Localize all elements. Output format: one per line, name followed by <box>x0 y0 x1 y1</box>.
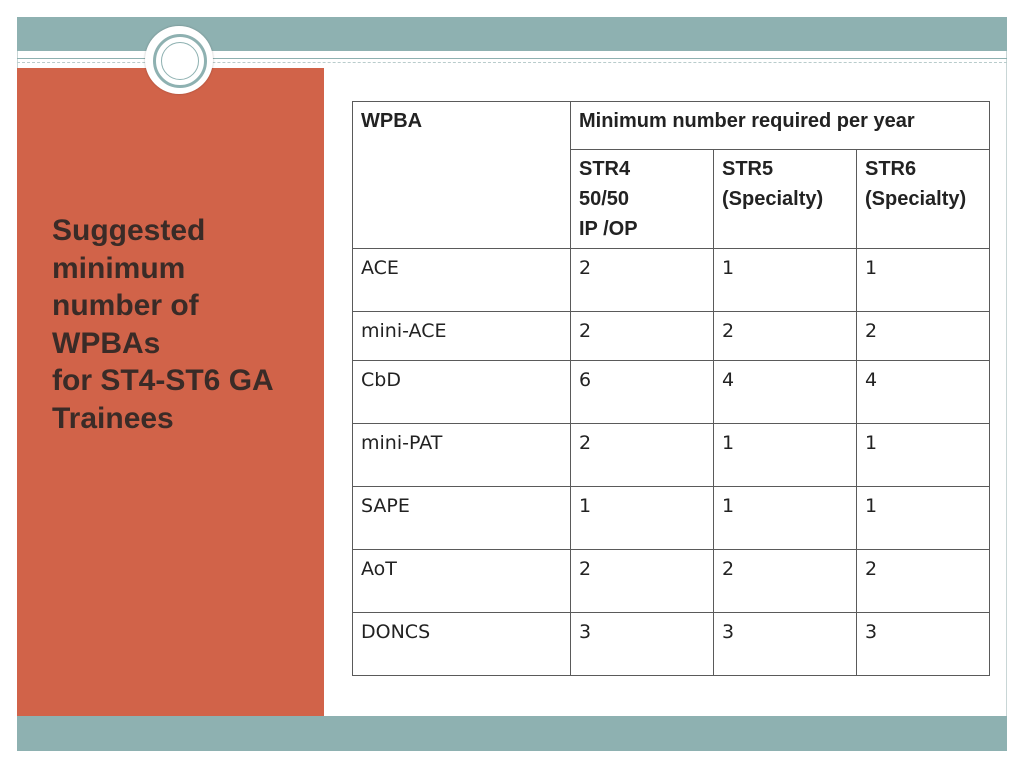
cell-str4: 6 <box>571 361 714 424</box>
table-row <box>353 312 990 361</box>
title-line: Trainees <box>52 401 174 435</box>
table-header-row <box>353 102 990 150</box>
header-line: IP /OP <box>579 218 638 240</box>
table-row <box>353 550 990 613</box>
row-name: mini-PAT <box>353 424 571 487</box>
cell-str5: 1 <box>714 249 857 312</box>
cell-str6: 1 <box>857 424 990 487</box>
table-row <box>353 249 990 312</box>
cell-str4: 3 <box>571 613 714 676</box>
row-name: ACE <box>353 249 571 312</box>
cell-str5: 3 <box>714 613 857 676</box>
row-name: CbD <box>353 361 571 424</box>
cell-str4: 2 <box>571 312 714 361</box>
table-row <box>353 424 990 487</box>
header-str6 <box>857 150 990 249</box>
cell-str4: 1 <box>571 487 714 550</box>
row-name: DONCS <box>353 613 571 676</box>
title-line: Suggested <box>52 214 206 247</box>
slide-title <box>52 212 312 437</box>
row-name: SAPE <box>353 487 571 550</box>
cell-str5: 1 <box>714 487 857 550</box>
cell-str5: 4 <box>714 361 857 424</box>
cell-str6: 3 <box>857 613 990 676</box>
row-name: AoT <box>353 550 571 613</box>
cell-str6: 1 <box>857 487 990 550</box>
title-line: for ST4-ST6 GA <box>52 364 274 397</box>
cell-str5: 2 <box>714 312 857 361</box>
title-line: minimum <box>52 251 186 285</box>
ring-emblem-icon <box>145 26 213 94</box>
row-name: mini-ACE <box>353 312 571 361</box>
table-row <box>353 361 990 424</box>
header-str5 <box>714 150 857 249</box>
wpba-table <box>352 101 990 676</box>
cell-str6: 2 <box>857 550 990 613</box>
header-line: STR5 <box>722 158 774 180</box>
cell-str5: 2 <box>714 550 857 613</box>
header-line: (Specialty) <box>865 188 967 210</box>
cell-str6: 1 <box>857 249 990 312</box>
header-line: (Specialty) <box>722 188 824 210</box>
title-line: number of <box>52 289 199 322</box>
table-row <box>353 613 990 676</box>
header-wpba: WPBA <box>353 102 571 249</box>
header-str4 <box>571 150 714 249</box>
title-line: WPBAs <box>52 326 161 360</box>
cell-str4: 2 <box>571 249 714 312</box>
cell-str4: 2 <box>571 550 714 613</box>
header-line: STR6 <box>865 158 917 180</box>
header-line: STR4 <box>579 158 631 180</box>
header-minimum-required: Minimum number required per year <box>571 102 990 150</box>
cell-str6: 2 <box>857 312 990 361</box>
cell-str5: 1 <box>714 424 857 487</box>
cell-str4: 2 <box>571 424 714 487</box>
bottom-bar <box>17 716 1007 751</box>
header-line: 50/50 <box>579 188 630 210</box>
table-row <box>353 487 990 550</box>
cell-str6: 4 <box>857 361 990 424</box>
